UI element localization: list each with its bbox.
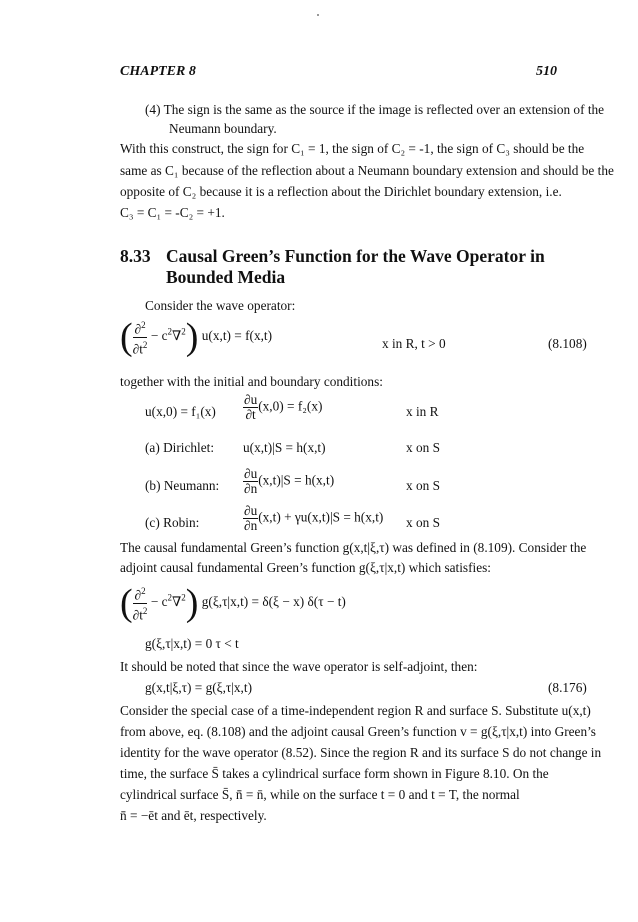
adjoint-equation-rhs: g(ξ,τ|x,t) = δ(ξ − x) δ(τ − t) xyxy=(201,594,346,610)
paren-left: ( xyxy=(120,316,133,358)
initial-condition-2-tail: (x,0) = f₂(x) xyxy=(258,398,323,414)
adjoint-equation xyxy=(120,584,346,622)
equation-number-8-108: (8.108) xyxy=(548,336,587,351)
neumann-label: (b) Neumann: xyxy=(145,478,220,493)
paragraph-3: It should be noted that since the wave operator is self-adjoint, then: xyxy=(120,659,478,674)
paragraph-2-line-2: adjoint causal fundamental Green’s function g(ξ,τ|x,t) which satisfies: xyxy=(120,560,492,575)
wave-equation-domain: x in R, t > 0 xyxy=(382,336,446,351)
initial-condition-2 xyxy=(243,393,322,422)
paragraph-2-line-1: The causal fundamental Green’s function g(x,t|ξ,τ) was defined in (8.109). Consider the xyxy=(120,540,587,555)
section-title-line-1: Causal Green’s Function for the Wave Operator in xyxy=(166,246,545,266)
paragraph-4-line-2: from above, eq. (8.108) and the adjoint causal Green’s function v = g(ξ,τ|x,t) into Green’s xyxy=(120,724,596,739)
second-time-derivative: $\frac{\partial^2}{\partial t^2}$ xyxy=(132,320,148,356)
scan-speck xyxy=(317,14,319,16)
chapter-header: CHAPTER 8 xyxy=(120,64,196,79)
wave-equation-rhs: u(x,t) = f(x,t) xyxy=(201,328,273,344)
robin-equation xyxy=(243,504,383,533)
paragraph-1-line-3: opposite of C₂ because it is a reflection about the Dirichlet boundary extension, i.e. xyxy=(120,184,562,199)
dirichlet-domain: x on S xyxy=(406,440,440,455)
initial-condition-domain: x in R xyxy=(406,404,439,419)
section-number: 8.33 xyxy=(120,246,151,266)
together-text: together with the initial and boundary conditions: xyxy=(120,374,383,389)
neumann-equation xyxy=(243,467,334,496)
robin-label: (c) Robin: xyxy=(145,515,200,530)
paragraph-1-line-2: same as C₁ because of the reflection about a Neumann boundary extension and should be the xyxy=(120,163,614,178)
paragraph-4-line-4: time, the surface S̄ takes a cylindrical surface form shown in Figure 8.10. On the xyxy=(120,766,549,781)
consider-text: Consider the wave operator: xyxy=(145,298,296,313)
item-4-line-1: (4) The sign is the same as the source if the image is reflected over an extension of the xyxy=(145,102,605,117)
du-dn: $\frac{\partial u}{\partial n}$ xyxy=(244,466,258,496)
reciprocity-equation: g(x,t|ξ,τ) = g(ξ,τ|x,t) xyxy=(145,680,253,695)
laplacian-term: − $c^2\nabla^2$ xyxy=(147,326,186,344)
equation-number-8-176: (8.176) xyxy=(548,680,587,695)
paragraph-4-line-6: n̄̄ = −ēt and ēt, respectively. xyxy=(120,808,267,823)
paren-right-adjoint: ) xyxy=(185,582,199,624)
paren-left-adjoint: ( xyxy=(120,582,133,624)
initial-condition-1: u(x,0) = f₁(x) xyxy=(145,404,216,419)
paragraph-1-line-4: C₃ = C₁ = -C₂ = +1. xyxy=(120,205,225,220)
section-title-line-2: Bounded Media xyxy=(166,267,286,287)
dirichlet-label: (a) Dirichlet: xyxy=(145,440,215,455)
laplacian-term-adjoint: − $c^2\nabla^2$ xyxy=(147,592,186,610)
item-4-line-2: Neumann boundary. xyxy=(169,121,277,136)
page-number: 510 xyxy=(536,64,557,79)
second-time-derivative-adjoint: $\frac{\partial^2}{\partial t^2}$ xyxy=(132,586,148,622)
paragraph-4-line-3: identity for the wave operator (8.52). Since the region R and its surface S do not change in xyxy=(120,745,602,760)
dirichlet-equation: u(x,t)|S = h(x,t) xyxy=(243,440,326,455)
paragraph-1-line-1: With this construct, the sign for C₁ = 1, the sign of C₂ = -1, the sign of C₃ should be the xyxy=(120,141,585,156)
robin-domain: x on S xyxy=(406,515,440,530)
robin-equation-tail: (x,t) + γu(x,t)|S = h(x,t) xyxy=(258,509,384,525)
causality-condition: g(ξ,τ|x,t) = 0 τ < t xyxy=(145,636,239,651)
paragraph-4-line-5: cylindrical surface S̄, n̄̄ = n̄, while on the surface t = 0 and t = T, the normal xyxy=(120,787,520,802)
wave-equation xyxy=(120,318,272,356)
du-dt: $\frac{\partial u}{\partial t}$ xyxy=(244,392,258,422)
du-dn-robin: $\frac{\partial u}{\partial n}$ xyxy=(244,503,258,533)
neumann-domain: x on S xyxy=(406,478,440,493)
neumann-equation-tail: (x,t)|S = h(x,t) xyxy=(258,472,335,488)
paren-right: ) xyxy=(185,316,199,358)
paragraph-4-line-1: Consider the special case of a time-independent region R and surface S. Substitute u(x,t) xyxy=(120,703,591,718)
